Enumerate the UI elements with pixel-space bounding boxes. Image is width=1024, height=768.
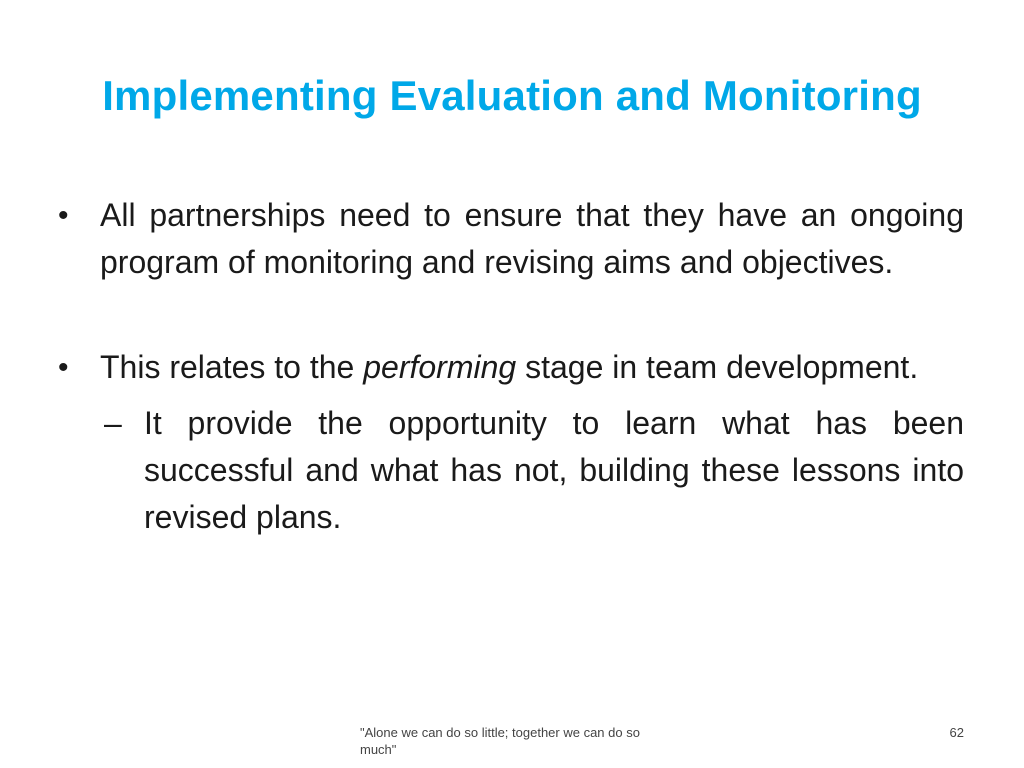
footer-quote: "Alone we can do so little; together we can do so much" [360,725,640,757]
sub-bullet-item [56,400,964,541]
page-number: 62 [949,725,964,740]
bullet-marker: • [58,199,69,232]
bullet-text-start: This relates to the [100,349,364,385]
sub-bullet-marker: – [104,405,122,441]
bullet-item [56,344,964,391]
bullet-item [56,192,964,286]
slide-body [56,192,964,541]
bullet-marker: • [58,351,69,384]
slide-title: Implementing Evaluation and Monitoring [102,72,922,119]
sub-bullet-text: It provide the opportunity to learn what has been successful and what has not, building these lessons into revised plans. [144,405,964,535]
bullet-text-end: stage in team development. [516,349,919,385]
bullet-text: All partnerships need to ensure that they have an ongoing program of monitoring and revising aims and objectives. [100,197,964,280]
bullet-text-emphasis: performing [363,349,517,385]
